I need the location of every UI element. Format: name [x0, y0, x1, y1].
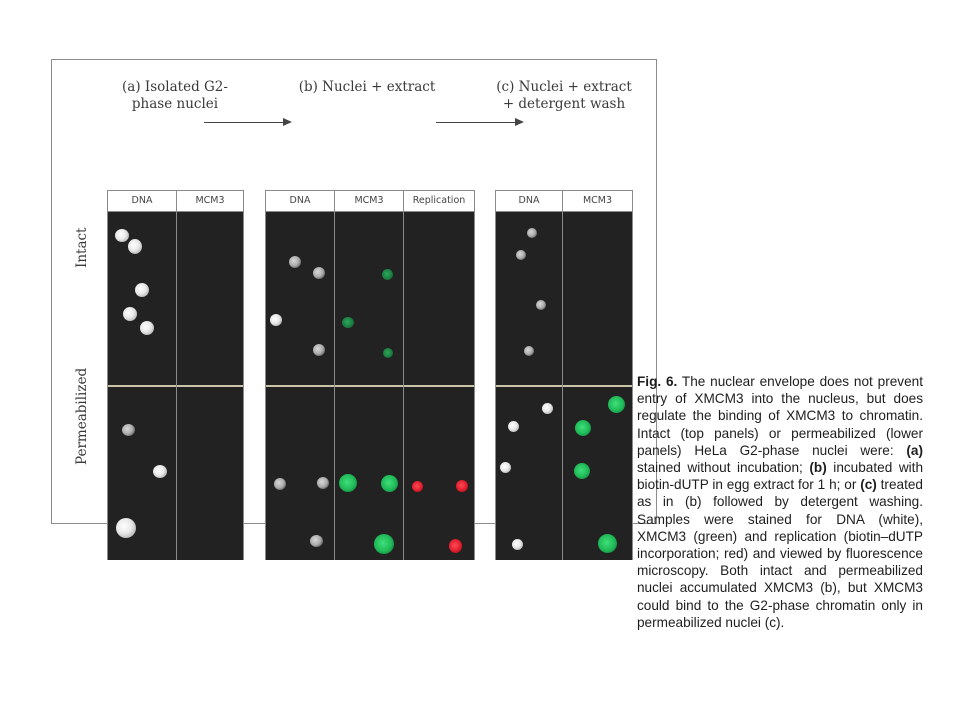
dna-nucleus: [516, 250, 526, 260]
dna-nucleus: [524, 346, 534, 356]
caption-text-3: incubated with biotin-dUTP in egg extract for 1 h; or: [637, 460, 923, 493]
row-separator: [108, 385, 176, 387]
row-label-intact: Intact: [74, 227, 90, 268]
header-a: [110, 79, 240, 113]
panel-a-dna: [107, 190, 177, 560]
dna-nucleus: [310, 535, 323, 547]
header-c: [495, 79, 633, 113]
dna-nucleus: [508, 421, 519, 432]
row-separator: [266, 385, 334, 387]
caption-text-1: The nuclear envelope does not prevent entry of XMCM3 into the nucleus, but does regulate the binding of XMCM3 to chromatin. Intact (top panels) or permeabilized (lower panels) HeLa G2-phase nuclei were:: [637, 374, 923, 458]
dna-nucleus: [500, 462, 511, 473]
dna-nucleus: [140, 321, 154, 335]
dna-nucleus: [289, 256, 301, 268]
col-label-b-dna: DNA: [266, 190, 334, 212]
mcm3-signal: [339, 474, 357, 492]
dna-nucleus: [313, 344, 325, 356]
panel-b-mcm3: [334, 190, 404, 560]
dna-nucleus: [527, 228, 537, 238]
caption-label: Fig. 6.: [637, 374, 678, 389]
panel-b-replication: [403, 190, 475, 560]
caption-ref-b: (b): [809, 460, 827, 476]
mcm3-signal: [608, 396, 625, 413]
dna-nucleus: [313, 267, 325, 279]
dna-nucleus: [153, 465, 167, 478]
col-label-a-dna: DNA: [108, 190, 176, 212]
panel-c-mcm3: [562, 190, 633, 560]
row-separator: [404, 385, 474, 387]
mcm3-signal: [598, 534, 617, 553]
mcm3-signal: [342, 317, 354, 328]
col-label-c-dna: DNA: [496, 190, 562, 212]
dna-nucleus: [135, 283, 149, 297]
dna-nucleus: [274, 478, 286, 490]
panel-b-dna: [265, 190, 335, 560]
row-separator: [563, 385, 632, 387]
mcm3-signal: [575, 420, 591, 436]
dna-nucleus: [122, 424, 135, 436]
dna-nucleus: [116, 518, 136, 538]
mcm3-signal: [382, 269, 393, 280]
dna-nucleus: [270, 314, 282, 326]
dna-nucleus: [542, 403, 553, 414]
col-label-b-replication: Replication: [404, 190, 474, 212]
replication-signal: [449, 539, 462, 553]
dna-nucleus: [115, 229, 129, 242]
mcm3-signal: [381, 475, 398, 492]
replication-signal: [456, 480, 468, 492]
header-a-line1: (a) Isolated G2-: [122, 79, 228, 95]
dna-nucleus: [317, 477, 329, 489]
panel-c-dna: [495, 190, 563, 560]
replication-signal: [412, 481, 423, 492]
dna-nucleus: [512, 539, 523, 550]
col-label-a-mcm3: MCM3: [177, 190, 243, 212]
header-b: (b) Nuclei + extract: [298, 79, 436, 95]
figure-frame: [51, 59, 657, 524]
row-label-permeabilized: Permeabilized: [74, 367, 90, 465]
col-label-c-mcm3: MCM3: [563, 190, 632, 212]
caption-text-2: stained without incubation;: [637, 460, 810, 476]
header-a-line2: phase nuclei: [131, 96, 219, 112]
row-separator: [335, 385, 403, 387]
mcm3-signal: [374, 534, 394, 554]
panel-a-mcm3: [176, 190, 244, 560]
mcm3-signal: [574, 463, 590, 479]
row-separator: [496, 385, 562, 387]
mcm3-signal: [383, 348, 393, 358]
caption-ref-a: (a): [906, 442, 923, 458]
dna-nucleus: [536, 300, 546, 310]
arrow-b-to-c: [436, 122, 522, 123]
figure-caption: [637, 373, 923, 631]
col-label-b-mcm3: MCM3: [335, 190, 403, 212]
caption-ref-c: (c): [860, 477, 877, 493]
row-separator: [177, 385, 243, 387]
dna-nucleus: [128, 239, 142, 254]
dna-nucleus: [123, 307, 137, 321]
header-c-line1: (c) Nuclei + extract: [496, 79, 632, 95]
caption-text-4: treated as in (b) followed by detergent washing. Samples were stained for DNA (white), XMCM3 (green) and replication (biotin–dUTP incorporation; red) and viewed by fluorescence microscopy. Both intact and permeabilized nuclei accumulated XMCM3 (b), but XMCM3 could bind to the G2-phase chromatin only in permeabilized nuclei (c).: [637, 477, 923, 630]
header-c-line2: + detergent wash: [502, 96, 626, 112]
arrow-a-to-b: [204, 122, 290, 123]
